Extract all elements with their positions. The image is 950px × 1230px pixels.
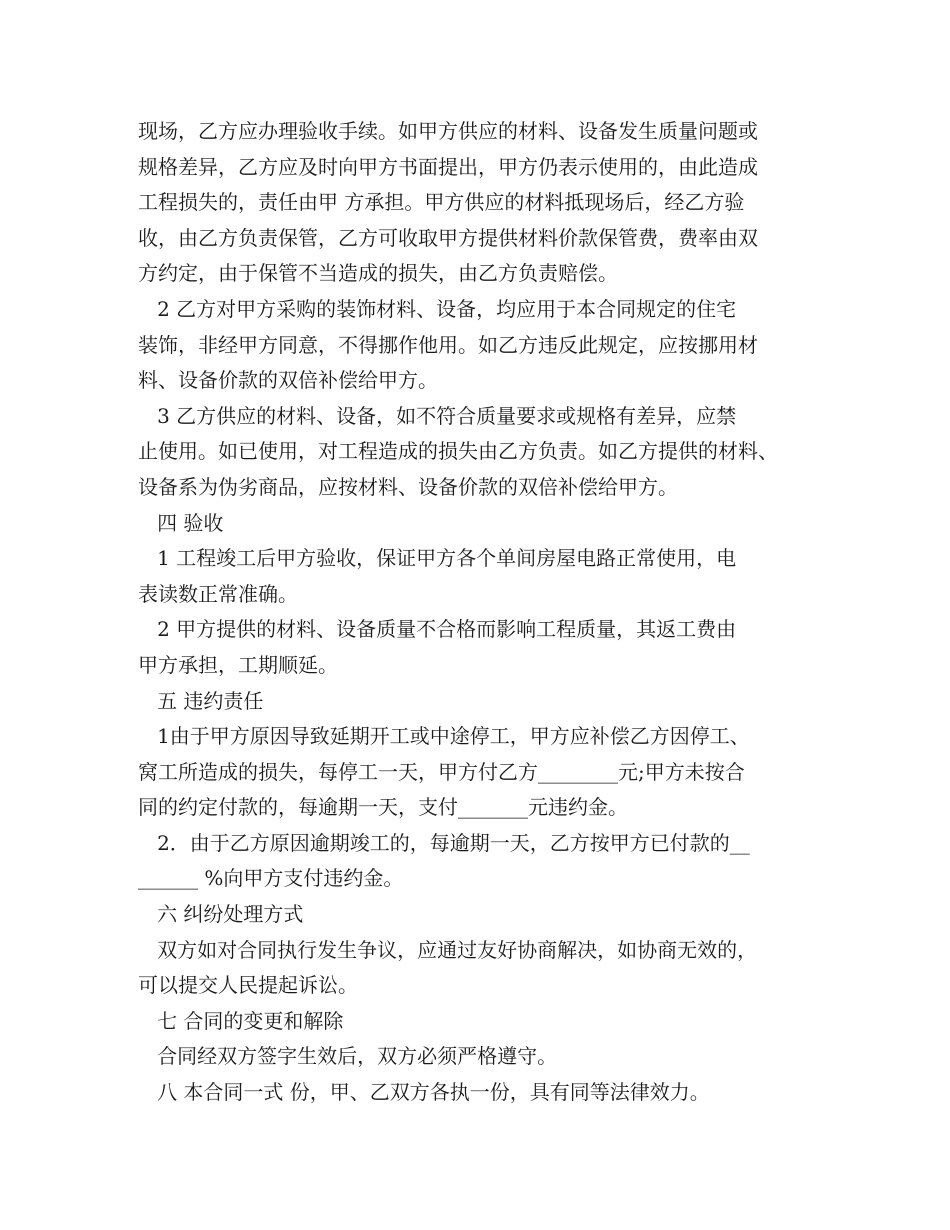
text-line: 2 乙方对甲方采购的装饰材料、设备，均应用于本合同规定的住宅 xyxy=(138,296,737,321)
text-line: 五 违约责任 xyxy=(138,688,264,713)
text-line: 窝工所造成的损失，每停工一天，甲方付乙方________元;甲方未按合 xyxy=(138,759,745,784)
document-body xyxy=(138,114,818,1111)
text-line: 可以提交人民提起诉讼。 xyxy=(138,973,358,998)
text-line: 方约定，由于保管不当造成的损失，由乙方负责赔偿。 xyxy=(138,261,618,286)
text-line: 规格差异，乙方应及时向甲方书面提出，甲方仍表示使用的，由此造成 xyxy=(138,154,758,179)
text-line: 1由于甲方原因导致延期开工或中途停工，甲方应补偿乙方因停工、 xyxy=(138,724,750,749)
text-line: 双方如对合同执行发生争议，应通过友好协商解决，如协商无效的， xyxy=(138,937,758,962)
text-line: 收，由乙方负责保管，乙方可收取甲方提供材料价款保管费，费率由双 xyxy=(138,225,758,250)
text-line: ______ %向甲方支付违约金。 xyxy=(138,866,404,891)
text-line: 八 本合同一式 份，甲、乙双方各执一份，具有同等法律效力。 xyxy=(138,1080,710,1105)
text-line: 四 验收 xyxy=(138,510,224,535)
text-line: 2 甲方提供的材料、设备质量不合格而影响工程质量，其返工费由 xyxy=(138,617,737,642)
text-line: 料、设备价款的双倍补偿给甲方。 xyxy=(138,368,438,393)
text-line: 装饰，非经甲方同意，不得挪作他用。如乙方违反此规定，应按挪用材 xyxy=(138,332,758,357)
text-line: 七 合同的变更和解除 xyxy=(138,1008,344,1033)
text-line: 六 纠纷处理方式 xyxy=(138,902,304,927)
text-line: 合同经双方签字生效后，双方必须严格遵守。 xyxy=(138,1044,558,1069)
text-line: 1 工程竣工后甲方验收，保证甲方各个单间房屋电路正常使用，电 xyxy=(138,546,737,571)
text-line: 同的约定付款的，每逾期一天，支付_______元违约金。 xyxy=(138,795,628,820)
text-line: 工程损失的，责任由甲 方承担。甲方供应的材料抵现场后，经乙方验 xyxy=(138,190,745,215)
text-line: 现场，乙方应办理验收手续。如甲方供应的材料、设备发生质量问题或 xyxy=(138,119,758,143)
text-line: 甲方承担，工期顺延。 xyxy=(138,652,338,677)
text-line: 设备系为伪劣商品，应按材料、设备价款的双倍补偿给甲方。 xyxy=(138,474,678,499)
text-line: 3 乙方供应的材料、设备，如不符合质量要求或规格有差异，应禁 xyxy=(138,403,737,428)
text-line: 2．由于乙方原因逾期竣工的，每逾期一天，乙方按甲方已付款的__ xyxy=(138,830,750,855)
text-line: 止使用。如已使用，对工程造成的损失由乙方负责。如乙方提供的材料、 xyxy=(138,439,778,464)
text-line: 表读数正常准确。 xyxy=(138,581,298,606)
